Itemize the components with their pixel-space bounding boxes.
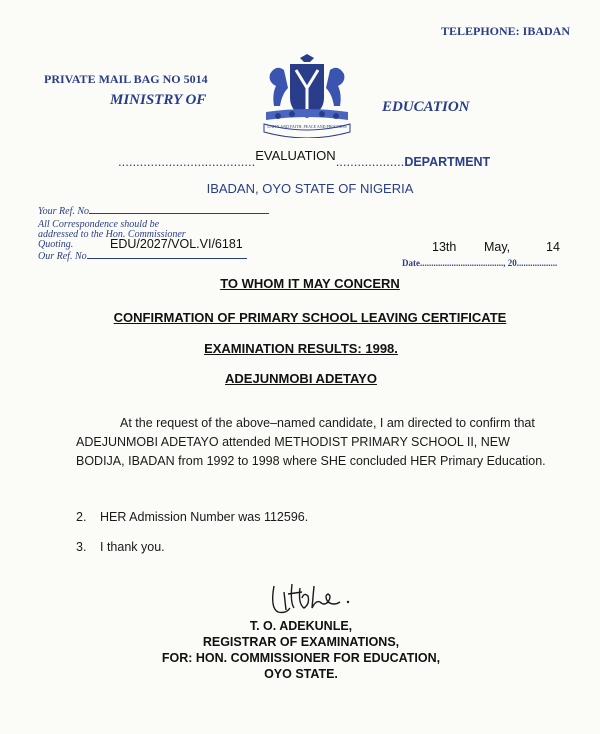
candidate-name: ADEJUNMOBI ADETAYO [225,371,377,386]
correspondence-note-2: addressed to the Hon. Commissioner [38,229,186,240]
department-line [118,148,491,169]
signature-block [0,618,600,682]
date-year: 14 [546,240,560,254]
signatory-for-line: FOR: HON. COMMISSIONER FOR EDUCATION, [161,651,441,665]
date-day: 13th [432,240,457,254]
your-ref-underline [89,213,269,214]
handwritten-signature [268,578,358,618]
quoting-label: Quoting. [38,239,74,250]
body-paragraph-1: At the request of the above–named candidate, I am directed to confirm that ADEJUNMOBI ADETAYO attended METHODIST PRIMARY SCHOOL II, NEW BODIJA, IBADAN from 1992 to 1998 where SHE concluded HER Primary Education. [76,416,546,468]
coat-of-arms-emblem [262,54,352,138]
date-row: Date....................................., 20.................. [402,258,558,268]
date-month: May, [484,240,511,254]
signatory-title: REGISTRAR OF EXAMINATIONS, [202,635,400,649]
signatory-name: T. O. ADEKUNLE, [249,619,353,633]
correspondence-note-1: All Correspondence should be [38,219,160,230]
department-dots-left: ...................................... [118,154,256,169]
item-3-number: 3. [76,540,87,554]
ministry-title-left: MINISTRY OF [110,92,207,108]
our-ref-value: EDU/2027/VOL.VI/6181 [110,237,243,251]
our-ref-underline [87,258,247,259]
location-line: IBADAN, OYO STATE OF NIGERIA [206,181,414,196]
department-word: DEPARTMENT [404,155,491,169]
our-ref-label: Our Ref. No [38,251,87,262]
item-2-text: HER Admission Number was 112596. [100,510,309,524]
your-ref-row [38,206,269,217]
subject-line-2: EXAMINATION RESULTS: 1998. [204,341,398,356]
date-year-prefix: 20 [507,258,517,268]
ministry-title-right: EDUCATION [382,99,470,115]
telephone-line: TELEPHONE: IBADAN [440,24,570,38]
salutation: TO WHOM IT MAY CONCERN [220,276,400,291]
our-ref-row [38,251,247,262]
item-3-text: I thank you. [100,540,165,554]
your-ref-label: Your Ref. No [38,206,90,217]
signatory-state: OYO STATE. [264,667,338,681]
department-name: EVALUATION [255,148,336,163]
department-dots-right: ................... [335,154,405,169]
mail-bag-line: PRIVATE MAIL BAG NO 5014 [44,72,208,86]
item-2-number: 2. [76,510,87,524]
subject-line-1: CONFIRMATION OF PRIMARY SCHOOL LEAVING CERTIFICATE [113,310,507,325]
crest-motto: UNITY AND FAITH, PEACE AND PROGRESS [267,124,347,129]
date-label: Date [402,258,420,268]
